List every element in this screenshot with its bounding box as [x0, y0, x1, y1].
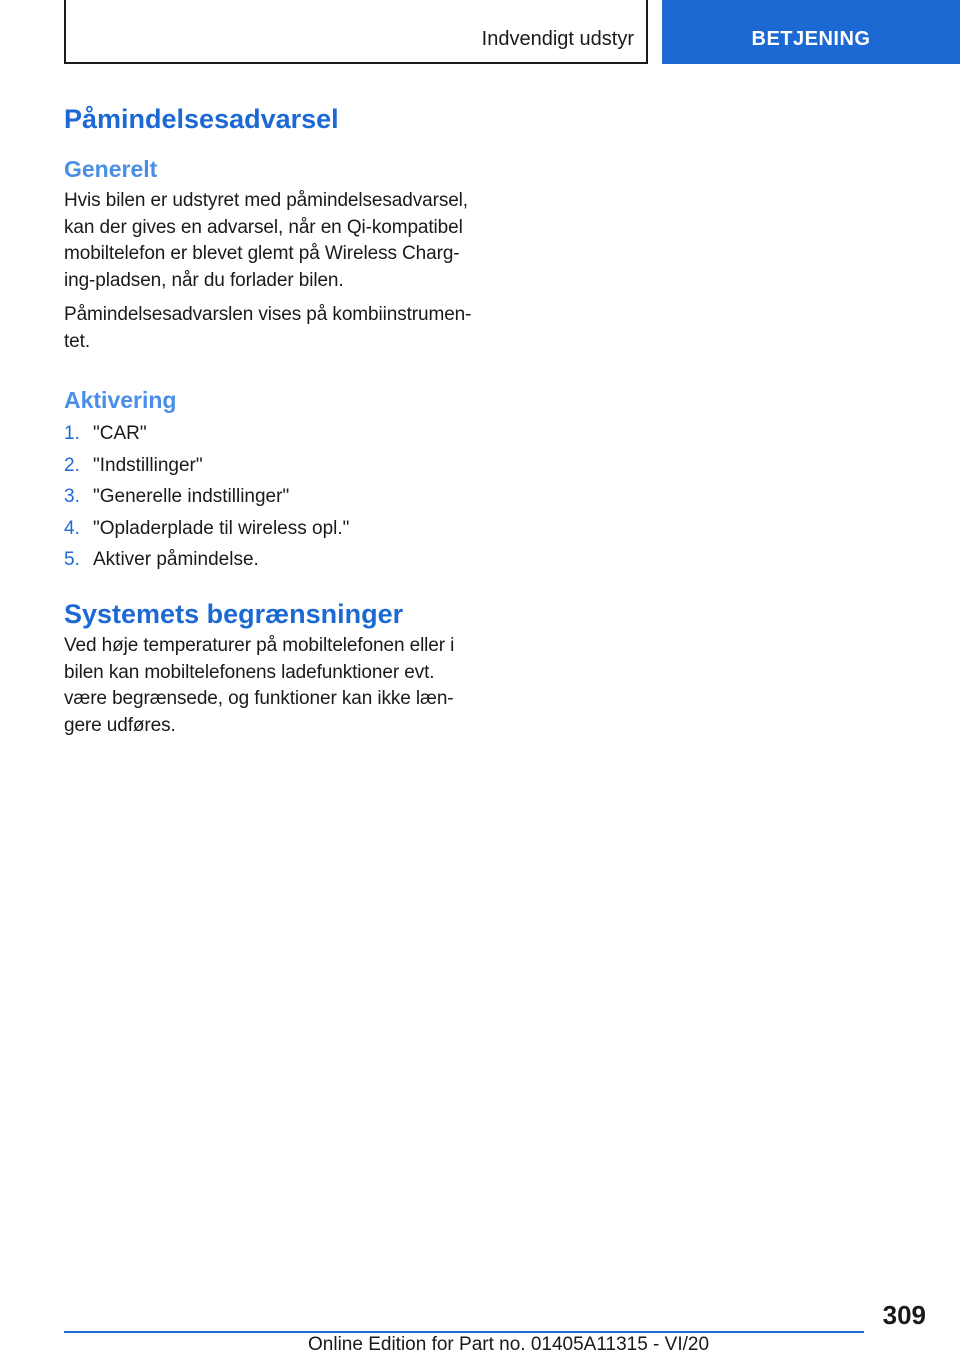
step-number: 5.: [64, 549, 80, 570]
list-item: [64, 516, 480, 542]
step-text: "Indstillinger": [93, 454, 203, 476]
general-paragraph-1: Hvis bilen er udstyret med påmindelsesadvarsel, kan der gives en advarsel, når en Qi-kompatibel mobiltelefon er blevet glemt på Wireless Charg-ing-pladsen, når du forlader bilen.: [64, 190, 468, 291]
page-number: 309: [882, 1300, 926, 1330]
step-number: 2.: [64, 454, 80, 476]
limits-paragraph: Ved høje temperaturer på mobiltelefonen eller i bilen kan mobiltelefonens ladefunktioner evt. være begrænsede, og funktioner kan ikke læn-gere udføres.: [64, 635, 455, 736]
limits-heading: Systemets begrænsninger: [64, 599, 404, 629]
step-number: 1.: [64, 423, 80, 444]
step-text: "Generelle indstillinger": [93, 486, 290, 507]
edition-footer: Online Edition for Part no. 01405A11315 - VI/20: [308, 1334, 710, 1355]
general-heading: Generelt: [64, 156, 158, 182]
general-paragraph-2: Påmindelsesadvarslen vises på kombiinstrumen-tet.: [64, 304, 472, 352]
list-item: [64, 453, 480, 479]
list-item: [64, 421, 480, 447]
section-title: BETJENING: [751, 28, 871, 50]
step-number: 3.: [64, 486, 80, 507]
list-item: [64, 484, 480, 510]
header-chapter-box: [64, 0, 648, 64]
step-text: "CAR": [93, 423, 147, 444]
main-content: [64, 100, 480, 747]
step-number: 4.: [64, 517, 80, 539]
step-text: "Opladerplade til wireless opl.": [93, 517, 350, 539]
section-tab: [662, 0, 960, 64]
activation-steps: [64, 421, 480, 573]
footer-divider: [64, 1331, 864, 1333]
chapter-title: Indvendigt udstyr: [481, 28, 634, 50]
page-title: Påmindelsesadvarsel: [64, 104, 339, 134]
activation-heading: Aktivering: [64, 387, 177, 413]
step-text: Aktiver påmindelse.: [93, 549, 259, 570]
list-item: [64, 547, 480, 573]
